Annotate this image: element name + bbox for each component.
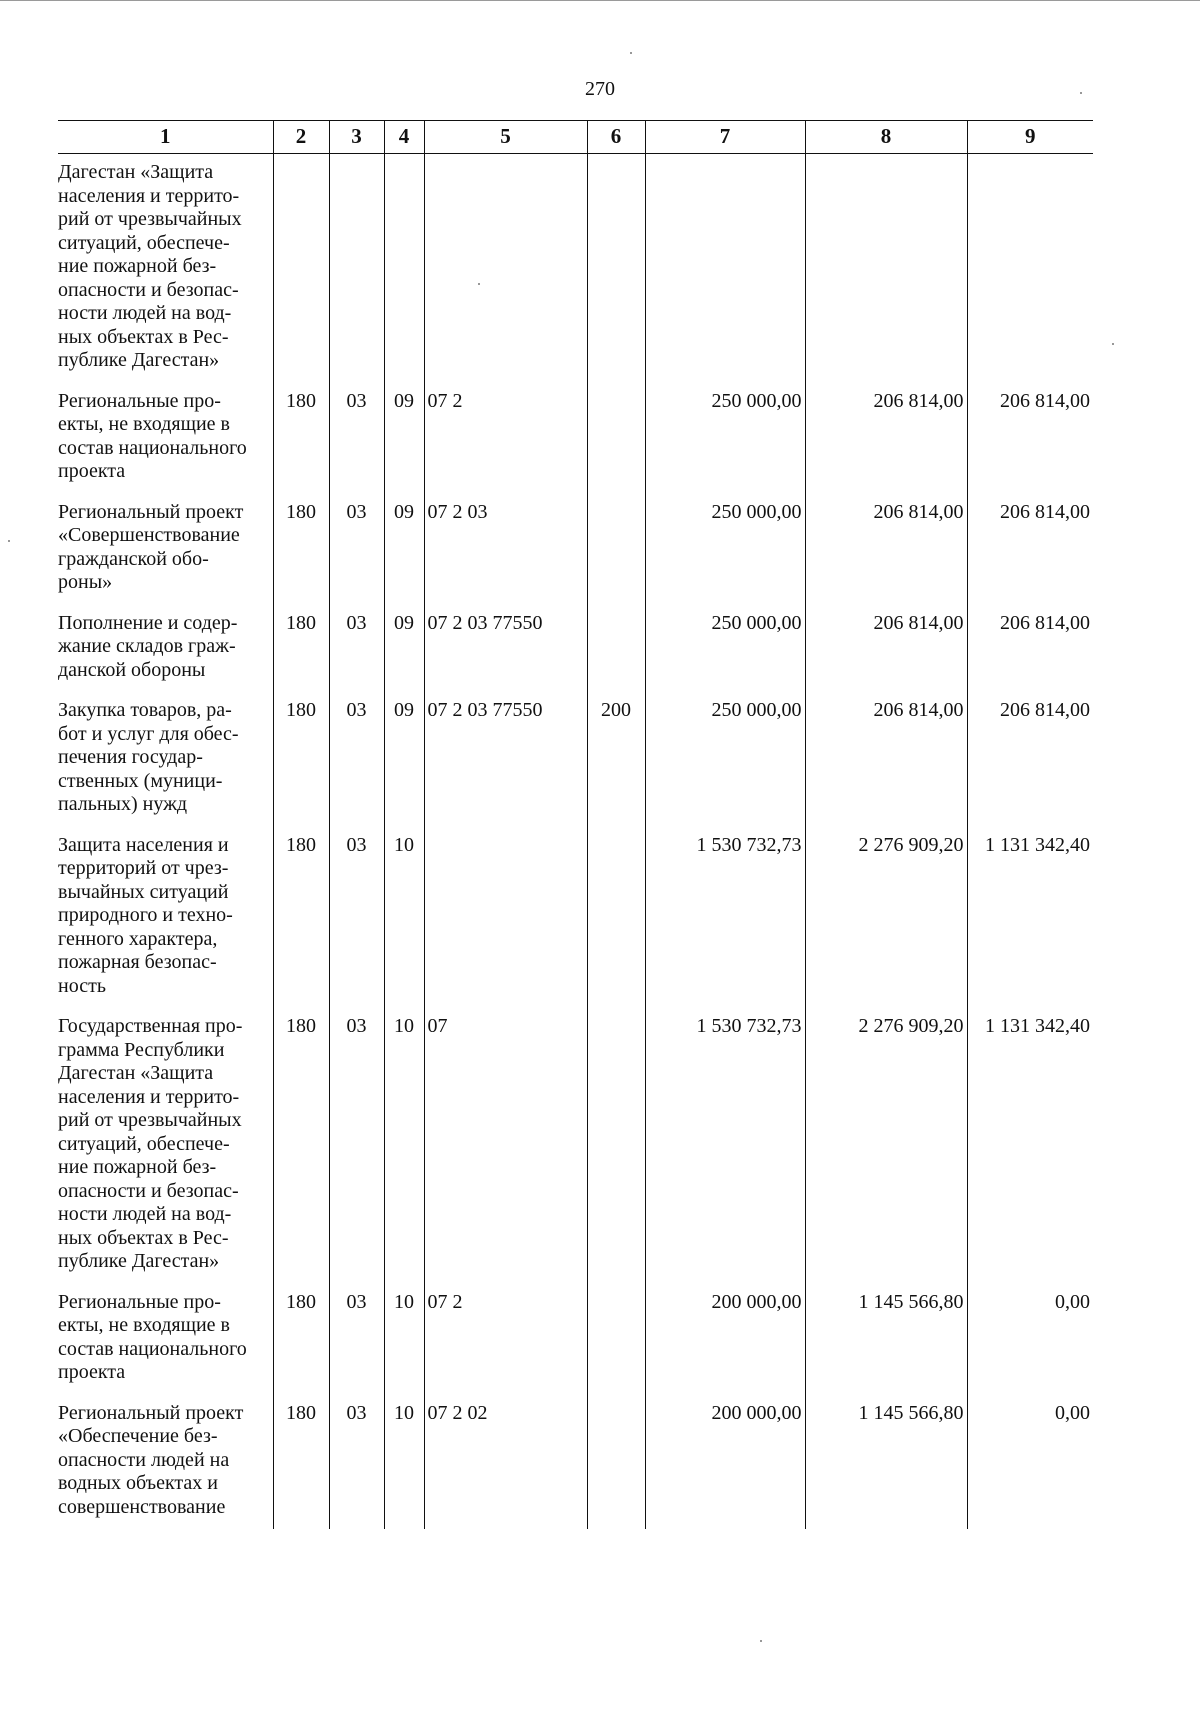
- cell-expense-type: 200: [587, 692, 645, 827]
- scan-speck: [1112, 343, 1114, 345]
- cell-amount-col8: 1 145 566,80: [805, 1395, 967, 1530]
- cell-target-article: 07 2 03 77550: [424, 692, 587, 827]
- cell-amount-col9: 206 814,00: [967, 605, 1093, 693]
- cell-subsection: 09: [384, 692, 424, 827]
- cell-subsection: [384, 154, 424, 383]
- cell-amount-col9: 1 131 342,40: [967, 827, 1093, 1009]
- cell-subsection: 10: [384, 1008, 424, 1284]
- cell-section: 03: [329, 1284, 384, 1395]
- cell-subsection: 09: [384, 605, 424, 693]
- cell-expense-type: [587, 154, 645, 383]
- cell-section: 03: [329, 1008, 384, 1284]
- cell-section: 03: [329, 383, 384, 494]
- col-header-6: 6: [587, 121, 645, 154]
- table-row: [58, 605, 1093, 693]
- table-row: [58, 1284, 1093, 1395]
- cell-target-article: [424, 154, 587, 383]
- cell-ministry-code: 180: [273, 692, 329, 827]
- cell-subsection: 10: [384, 1284, 424, 1395]
- scan-top-edge: [0, 0, 1200, 1]
- table-row: [58, 827, 1093, 1009]
- cell-target-article: 07 2: [424, 1284, 587, 1395]
- cell-expense-type: [587, 494, 645, 605]
- col-header-9: 9: [967, 121, 1093, 154]
- cell-target-article: 07 2 03 77550: [424, 605, 587, 693]
- cell-ministry-code: 180: [273, 827, 329, 1009]
- cell-ministry-code: [273, 154, 329, 383]
- col-header-4: 4: [384, 121, 424, 154]
- col-header-2: 2: [273, 121, 329, 154]
- row-description: Региональные про- екты, не входящие в состав национального проекта: [58, 1290, 247, 1383]
- scan-speck: [630, 52, 632, 54]
- cell-expense-type: [587, 1395, 645, 1530]
- cell-amount-col7: 200 000,00: [645, 1395, 805, 1530]
- cell-amount-col8: 2 276 909,20: [805, 827, 967, 1009]
- row-description: Государственная про- грамма Республики Дагестан «Защита населения и террито- рий от чрезвычайных ситуаций, обеспече- ние пожарной без- опасности и безопас- ности людей на вод- ных объектах в Рес- публике Дагестан»: [58, 1015, 243, 1272]
- cell-amount-col8: 206 814,00: [805, 605, 967, 693]
- cell-ministry-code: 180: [273, 1008, 329, 1284]
- cell-target-article: 07 2: [424, 383, 587, 494]
- cell-section: 03: [329, 1395, 384, 1530]
- cell-amount-col7: 250 000,00: [645, 494, 805, 605]
- cell-amount-col9: 0,00: [967, 1395, 1093, 1530]
- cell-amount-col8: 2 276 909,20: [805, 1008, 967, 1284]
- cell-subsection: 09: [384, 383, 424, 494]
- table-row: [58, 154, 1093, 383]
- cell-amount-col7: 200 000,00: [645, 1284, 805, 1395]
- table-row: [58, 494, 1093, 605]
- cell-ministry-code: 180: [273, 605, 329, 693]
- cell-section: 03: [329, 827, 384, 1009]
- cell-amount-col7: 250 000,00: [645, 692, 805, 827]
- cell-amount-col7: 250 000,00: [645, 383, 805, 494]
- cell-expense-type: [587, 605, 645, 693]
- cell-expense-type: [587, 1284, 645, 1395]
- cell-section: 03: [329, 692, 384, 827]
- page-number: 270: [585, 78, 615, 100]
- col-header-1: 1: [58, 121, 273, 154]
- cell-expense-type: [587, 383, 645, 494]
- table-row: [58, 1395, 1093, 1530]
- header-row: [58, 121, 1093, 154]
- cell-amount-col7: 250 000,00: [645, 605, 805, 693]
- scan-speck: [760, 1640, 762, 1642]
- row-description: Закупка товаров, ра- бот и услуг для обес- печения государ- ственных (муници- пальных) нужд: [58, 699, 239, 815]
- cell-section: 03: [329, 494, 384, 605]
- col-header-7: 7: [645, 121, 805, 154]
- col-header-5: 5: [424, 121, 587, 154]
- table-row: [58, 692, 1093, 827]
- row-description: Дагестан «Защита населения и террито- рий от чрезвычайных ситуаций, обеспече- ние пожарной без- опасности и безопас- ности людей на вод- ных объектах в Рес- публике Дагестан»: [58, 161, 242, 371]
- cell-ministry-code: 180: [273, 1284, 329, 1395]
- scan-speck: [1080, 92, 1082, 94]
- cell-amount-col9: 206 814,00: [967, 494, 1093, 605]
- cell-subsection: 10: [384, 827, 424, 1009]
- cell-subsection: 09: [384, 494, 424, 605]
- cell-amount-col8: 206 814,00: [805, 494, 967, 605]
- cell-target-article: [424, 827, 587, 1009]
- row-description: Пополнение и содер- жание складов граж- данской обороны: [58, 611, 238, 681]
- col-header-3: 3: [329, 121, 384, 154]
- cell-target-article: 07: [424, 1008, 587, 1284]
- cell-ministry-code: 180: [273, 494, 329, 605]
- row-description: Региональный проект «Обеспечение без- опасности людей на водных объектах и совершенствование: [58, 1401, 244, 1518]
- cell-section: [329, 154, 384, 383]
- cell-amount-col7: [645, 154, 805, 383]
- cell-amount-col9: 206 814,00: [967, 692, 1093, 827]
- table-row: [58, 1008, 1093, 1284]
- cell-amount-col8: 206 814,00: [805, 383, 967, 494]
- cell-amount-col9: 1 131 342,40: [967, 1008, 1093, 1284]
- cell-section: 03: [329, 605, 384, 693]
- cell-subsection: 10: [384, 1395, 424, 1530]
- row-description: Региональные про- екты, не входящие в состав национального проекта: [58, 389, 247, 482]
- cell-amount-col7: 1 530 732,73: [645, 1008, 805, 1284]
- cell-amount-col7: 1 530 732,73: [645, 827, 805, 1009]
- cell-amount-col8: [805, 154, 967, 383]
- cell-ministry-code: 180: [273, 1395, 329, 1530]
- budget-table: [58, 120, 1093, 1529]
- cell-amount-col9: 206 814,00: [967, 383, 1093, 494]
- cell-amount-col8: 206 814,00: [805, 692, 967, 827]
- cell-target-article: 07 2 03: [424, 494, 587, 605]
- cell-amount-col9: 0,00: [967, 1284, 1093, 1395]
- cell-target-article: 07 2 02: [424, 1395, 587, 1530]
- scan-speck: [8, 540, 10, 542]
- row-description: Региональный проект «Совершенствование гражданской обо- роны»: [58, 500, 244, 593]
- cell-expense-type: [587, 1008, 645, 1284]
- cell-amount-col8: 1 145 566,80: [805, 1284, 967, 1395]
- row-description: Защита населения и территорий от чрез- вычайных ситуаций природного и техно- генного характера, пожарная безопас- ность: [58, 833, 233, 997]
- col-header-8: 8: [805, 121, 967, 154]
- table-row: [58, 383, 1093, 494]
- cell-amount-col9: [967, 154, 1093, 383]
- cell-ministry-code: 180: [273, 383, 329, 494]
- cell-expense-type: [587, 827, 645, 1009]
